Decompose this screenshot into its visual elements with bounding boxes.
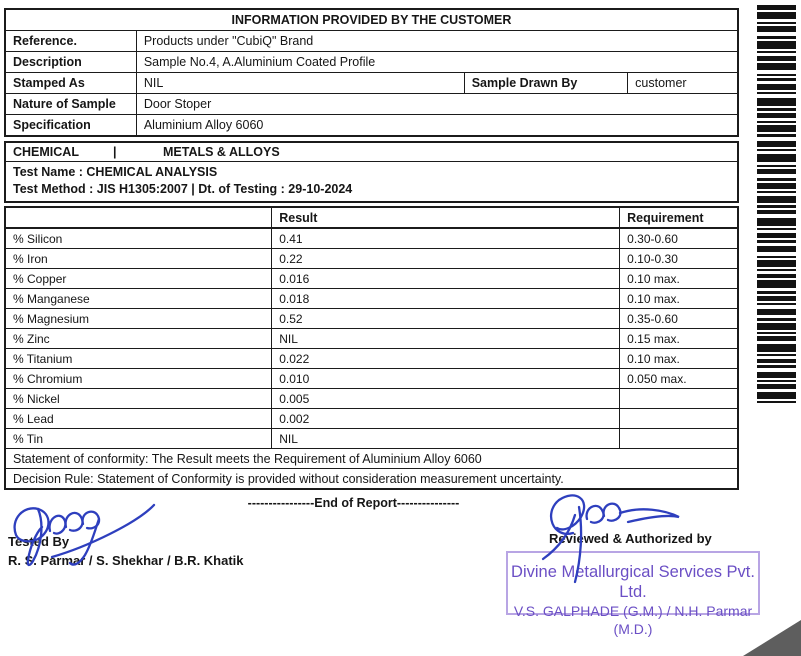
- tested-by-label: Tested By: [8, 534, 70, 549]
- requirement-cell: 0.30-0.60: [620, 228, 738, 249]
- parameter-cell: % Copper: [5, 269, 272, 289]
- requirement-cell: 0.050 max.: [620, 369, 738, 389]
- table-row: [5, 429, 738, 449]
- requirement-cell: 0.10-0.30: [620, 249, 738, 269]
- parameter-cell: % Nickel: [5, 389, 272, 409]
- table-row: [5, 389, 738, 409]
- requirement-cell: [620, 389, 738, 409]
- result-cell: 0.010: [272, 369, 620, 389]
- requirement-column-header: Requirement: [620, 207, 738, 228]
- result-cell: 0.016: [272, 269, 620, 289]
- nature-of-sample-label: Nature of Sample: [5, 94, 136, 115]
- parameter-column-header: [5, 207, 272, 228]
- reference-value: Products under "CubiQ" Brand: [136, 31, 738, 52]
- requirement-cell: 0.35-0.60: [620, 309, 738, 329]
- table-row: [5, 228, 738, 249]
- reference-label: Reference.: [5, 31, 136, 52]
- result-column-header: Result: [272, 207, 620, 228]
- table-row: [5, 31, 738, 52]
- discipline-divider: |: [113, 145, 117, 159]
- parameter-cell: % Zinc: [5, 329, 272, 349]
- table-row: [5, 289, 738, 309]
- result-cell: 0.41: [272, 228, 620, 249]
- description-label: Description: [5, 52, 136, 73]
- parameter-cell: % Iron: [5, 249, 272, 269]
- reviewed-authorized-label: Reviewed & Authorized by: [549, 531, 712, 546]
- requirement-cell: [620, 409, 738, 429]
- table-row: [5, 9, 738, 31]
- table-row: [5, 349, 738, 369]
- table-row: [5, 94, 738, 115]
- result-cell: 0.018: [272, 289, 620, 309]
- result-cell: 0.005: [272, 389, 620, 409]
- table-row: [5, 369, 738, 389]
- table-row: [5, 269, 738, 289]
- stamped-as-label: Stamped As: [5, 73, 136, 94]
- parameter-cell: % Silicon: [5, 228, 272, 249]
- table-row: [5, 52, 738, 73]
- specification-label: Specification: [5, 115, 136, 137]
- requirement-cell: 0.15 max.: [620, 329, 738, 349]
- stamped-as-value: NIL: [136, 73, 464, 94]
- company-stamp: [506, 551, 760, 637]
- statement-of-conformity: Statement of conformity: The Result meets the Requirement of Aluminium Alloy 6060: [5, 449, 738, 469]
- table-row: [5, 73, 738, 94]
- table-row: [5, 249, 738, 269]
- report-document: [4, 8, 739, 510]
- table-row: [5, 309, 738, 329]
- discipline-name: CHEMICAL: [13, 145, 79, 159]
- discipline-row: [6, 143, 737, 162]
- requirement-cell: 0.10 max.: [620, 269, 738, 289]
- table-row: [5, 409, 738, 429]
- table-row: [5, 115, 738, 137]
- test-name-line: Test Name : CHEMICAL ANALYSIS: [13, 165, 218, 179]
- requirement-cell: [620, 429, 738, 449]
- decision-rule: Decision Rule: Statement of Conformity is provided without consideration measurement uncertainty.: [5, 469, 738, 490]
- table-row: [5, 329, 738, 349]
- test-info: [6, 162, 737, 201]
- parameter-cell: % Tin: [5, 429, 272, 449]
- barcode: [757, 5, 796, 409]
- parameter-cell: % Magnesium: [5, 309, 272, 329]
- result-cell: 0.002: [272, 409, 620, 429]
- end-of-report: ----------------End of Report---------------: [247, 496, 460, 510]
- table-row: [5, 449, 738, 469]
- sample-drawn-by-label: Sample Drawn By: [464, 73, 627, 94]
- sample-drawn-by-value: customer: [628, 73, 738, 94]
- info-table-title: INFORMATION PROVIDED BY THE CUSTOMER: [5, 9, 738, 31]
- requirement-cell: 0.10 max.: [620, 349, 738, 369]
- parameter-cell: % Titanium: [5, 349, 272, 369]
- specification-value: Aluminium Alloy 6060: [136, 115, 738, 137]
- results-table: [4, 206, 739, 490]
- result-cell: NIL: [272, 329, 620, 349]
- parameter-cell: % Manganese: [5, 289, 272, 309]
- tested-by-names: R. S. Parmar / S. Shekhar / B.R. Khatik: [8, 553, 244, 568]
- stamp-signatories: V.S. GALPHADE (G.M.) / N.H. Parmar (M.D.): [513, 603, 753, 637]
- requirement-cell: 0.10 max.: [620, 289, 738, 309]
- parameter-cell: % Lead: [5, 409, 272, 429]
- result-cell: NIL: [272, 429, 620, 449]
- stamp-company-name: Divine Metallurgical Services Pvt. Ltd.: [511, 563, 755, 601]
- test-method-line: Test Method : JIS H1305:2007 | Dt. of Testing : 29-10-2024: [13, 182, 353, 196]
- results-header-row: [5, 207, 738, 228]
- chemical-section-header: [4, 141, 739, 203]
- customer-info-table: [4, 8, 739, 137]
- result-cell: 0.022: [272, 349, 620, 369]
- material-group: METALS & ALLOYS: [163, 145, 280, 159]
- table-row: [5, 469, 738, 490]
- parameter-cell: % Chromium: [5, 369, 272, 389]
- result-cell: 0.22: [272, 249, 620, 269]
- nature-of-sample-value: Door Stoper: [136, 94, 738, 115]
- description-value: Sample No.4, A.Aluminium Coated Profile: [136, 52, 738, 73]
- page-corner-fold: [743, 620, 801, 656]
- result-cell: 0.52: [272, 309, 620, 329]
